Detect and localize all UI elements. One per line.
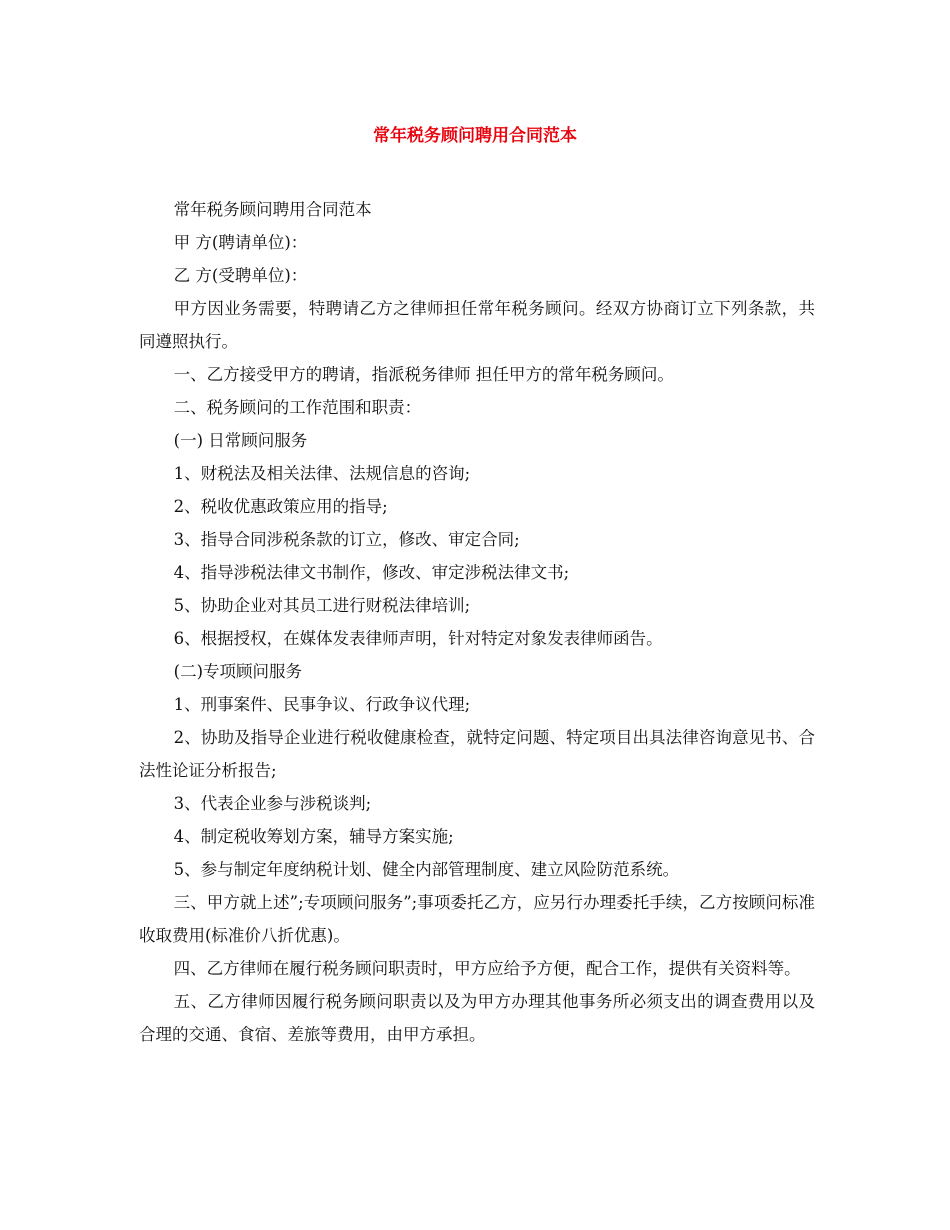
paragraph: 甲方因业务需要，特聘请乙方之律师担任常年税务顾问。经双方协商订立下列条款，共同遵照执行。: [139, 299, 815, 351]
paragraph: 二、税务顾问的工作范围和职责：: [173, 398, 422, 417]
paragraph: 四、乙方律师在履行税务顾问职责时，甲方应给予方便，配合工作，提供有关资料等。: [173, 959, 801, 978]
paragraph: 4、指导涉税法律文书制作，修改、审定涉税法律文书;: [173, 563, 570, 582]
paragraph: 三、甲方就上述”;专项顾问服务”;事项委托乙方，应另行办理委托手续，乙方按顾问标准收取费用(标准价八折优惠)。: [139, 893, 815, 945]
paragraph: 3、指导合同涉税条款的订立，修改、审定合同;: [173, 530, 520, 549]
document-body: [139, 193, 815, 1051]
paragraph: (二)专项顾问服务: [173, 662, 303, 681]
paragraph: 1、财税法及相关法律、法规信息的咨询;: [173, 464, 471, 483]
paragraph: 一、乙方接受甲方的聘请，指派税务律师 担任甲方的常年税务顾问。: [173, 365, 674, 384]
paragraph: 五、乙方律师因履行税务顾问职责以及为甲方办理其他事务所必须支出的调查费用以及合理的交通、食宿、差旅等费用，由甲方承担。: [139, 992, 815, 1044]
document-title: 常年税务顾问聘用合同范本: [373, 126, 577, 146]
paragraph: 5、协助企业对其员工进行财税法律培训;: [173, 596, 471, 615]
paragraph: 乙 方(受聘单位)：: [173, 266, 308, 285]
paragraph: 常年税务顾问聘用合同范本: [173, 200, 372, 219]
paragraph: 1、刑事案件、民事争议、行政争议代理;: [173, 695, 471, 714]
paragraph: 2、协助及指导企业进行税收健康检查，就特定问题、特定项目出具法律咨询意见书、合法性论证分析报告;: [139, 728, 815, 780]
paragraph: 6、根据授权，在媒体发表律师声明，针对特定对象发表律师函告。: [173, 629, 663, 648]
paragraph: 3、代表企业参与涉税谈判;: [173, 794, 372, 813]
paragraph: 4、制定税收筹划方案，辅导方案实施;: [173, 827, 454, 846]
paragraph: 2、税收优惠政策应用的指导;: [173, 497, 388, 516]
paragraph: (一) 日常顾问服务: [173, 431, 308, 450]
paragraph: 甲 方(聘请单位)：: [173, 233, 308, 252]
paragraph: 5、参与制定年度纳税计划、健全内部管理制度、建立风险防范系统。: [173, 860, 680, 879]
